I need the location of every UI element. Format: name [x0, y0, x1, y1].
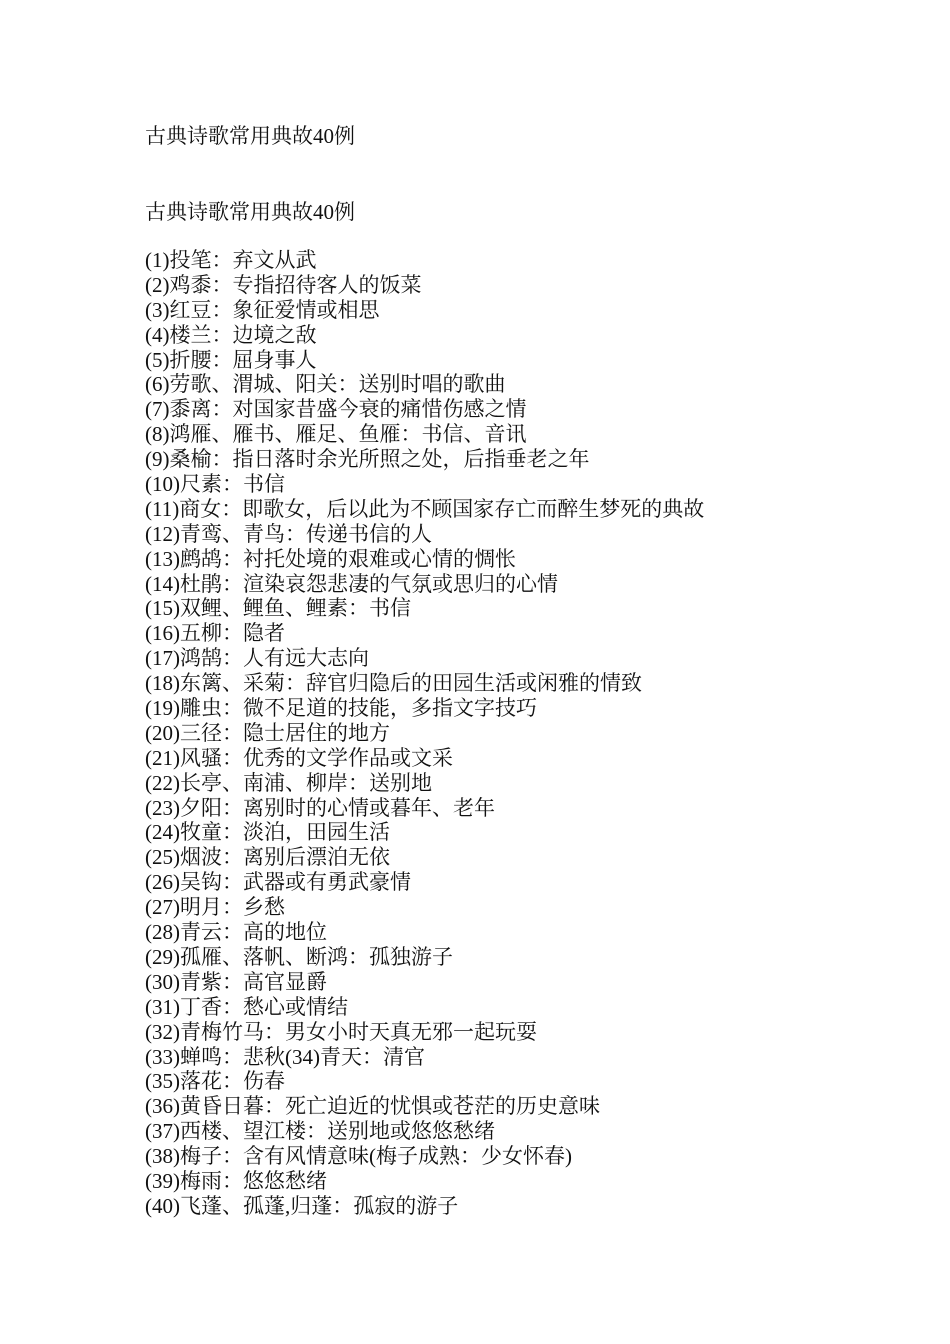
list-item: (24)牧童：淡泊，田园生活 — [145, 820, 390, 845]
list-item: (25)烟波：离别后漂泊无依 — [145, 845, 390, 870]
list-item: (1)投笔：弃文从武 — [145, 248, 317, 272]
list-item: (8)鸿雁、雁书、雁足、鱼雁：书信、音讯 — [145, 422, 527, 447]
list-item: (38)梅子：含有风情意味(梅子成熟：少女怀春) — [145, 1144, 572, 1169]
list-item: (10)尺素：书信 — [145, 472, 285, 497]
list-item: (4)楼兰：边境之敌 — [145, 322, 317, 347]
list-item: (32)青梅竹马：男女小时天真无邪一起玩耍 — [145, 1019, 537, 1044]
list-item: (15)双鲤、鲤鱼、鲤素：书信 — [145, 596, 411, 621]
list-item: (9)桑榆：指日落时余光所照之处，后指垂老之年 — [145, 447, 590, 472]
list-item: (5)折腰：屈身事人 — [145, 347, 317, 372]
list-item: (31)丁香：愁心或情结 — [145, 994, 348, 1019]
list-item: (23)夕阳：离别时的心情或暮年、老年 — [145, 795, 495, 820]
list-item: (33)蝉鸣：悲秋(34)青天：清官 — [145, 1044, 425, 1069]
list-item: (2)鸡黍：专指招待客人的饭菜 — [145, 272, 422, 297]
list-item: (21)风骚：优秀的文学作品或文采 — [145, 745, 453, 770]
section-heading: 古典诗歌常用典故40例 — [145, 200, 355, 224]
list-item: (39)梅雨：悠悠愁绪 — [145, 1168, 327, 1193]
list-item: (40)飞蓬、孤蓬,归蓬：孤寂的游子 — [145, 1193, 459, 1218]
list-item: (18)东篱、采菊：辞官归隐后的田园生活或闲雅的情致 — [145, 671, 642, 696]
list-item: (36)黄昏日暮：死亡迫近的忧惧或苍茫的历史意味 — [145, 1094, 600, 1119]
list-item: (17)鸿鹄：人有远大志向 — [145, 646, 369, 671]
list-item: (16)五柳：隐者 — [145, 621, 285, 646]
list-item: (27)明月：乡愁 — [145, 895, 285, 920]
list-item: (22)长亭、南浦、柳岸：送别地 — [145, 770, 432, 795]
list-item: (12)青鸾、青鸟：传递书信的人 — [145, 521, 432, 546]
list-item: (11)商女：即歌女，后以此为不顾国家存亡而醉生梦死的典故 — [145, 496, 705, 521]
list-item: (20)三径：隐士居住的地方 — [145, 720, 390, 745]
list-item: (26)吴钩：武器或有勇武豪情 — [145, 870, 411, 895]
list-item: (29)孤雁、落帆、断鸿：孤独游子 — [145, 944, 453, 969]
list-item: (37)西楼、望江楼：送别地或悠悠愁绪 — [145, 1119, 495, 1144]
list-item: (6)劳歌、渭城、阳关：送别时唱的歌曲 — [145, 372, 506, 397]
list-item: (13)鹧鸪：衬托处境的艰难或心情的惆怅 — [145, 546, 516, 571]
list-item: (28)青云：高的地位 — [145, 920, 327, 945]
list-item: (30)青紫：高官显爵 — [145, 969, 327, 994]
list-item: (3)红豆：象征爱情或相思 — [145, 297, 380, 322]
list-item: (14)杜鹃：渲染哀怨悲凄的气氛或思归的心情 — [145, 571, 558, 596]
list-item: (35)落花：伤春 — [145, 1069, 285, 1094]
allusion-list — [145, 248, 704, 1219]
document-title: 古典诗歌常用典故40例 — [145, 124, 355, 148]
list-item: (19)雕虫：微不足道的技能，多指文字技巧 — [145, 696, 537, 721]
list-item: (7)黍离：对国家昔盛今衰的痛惜伤感之情 — [145, 397, 527, 422]
